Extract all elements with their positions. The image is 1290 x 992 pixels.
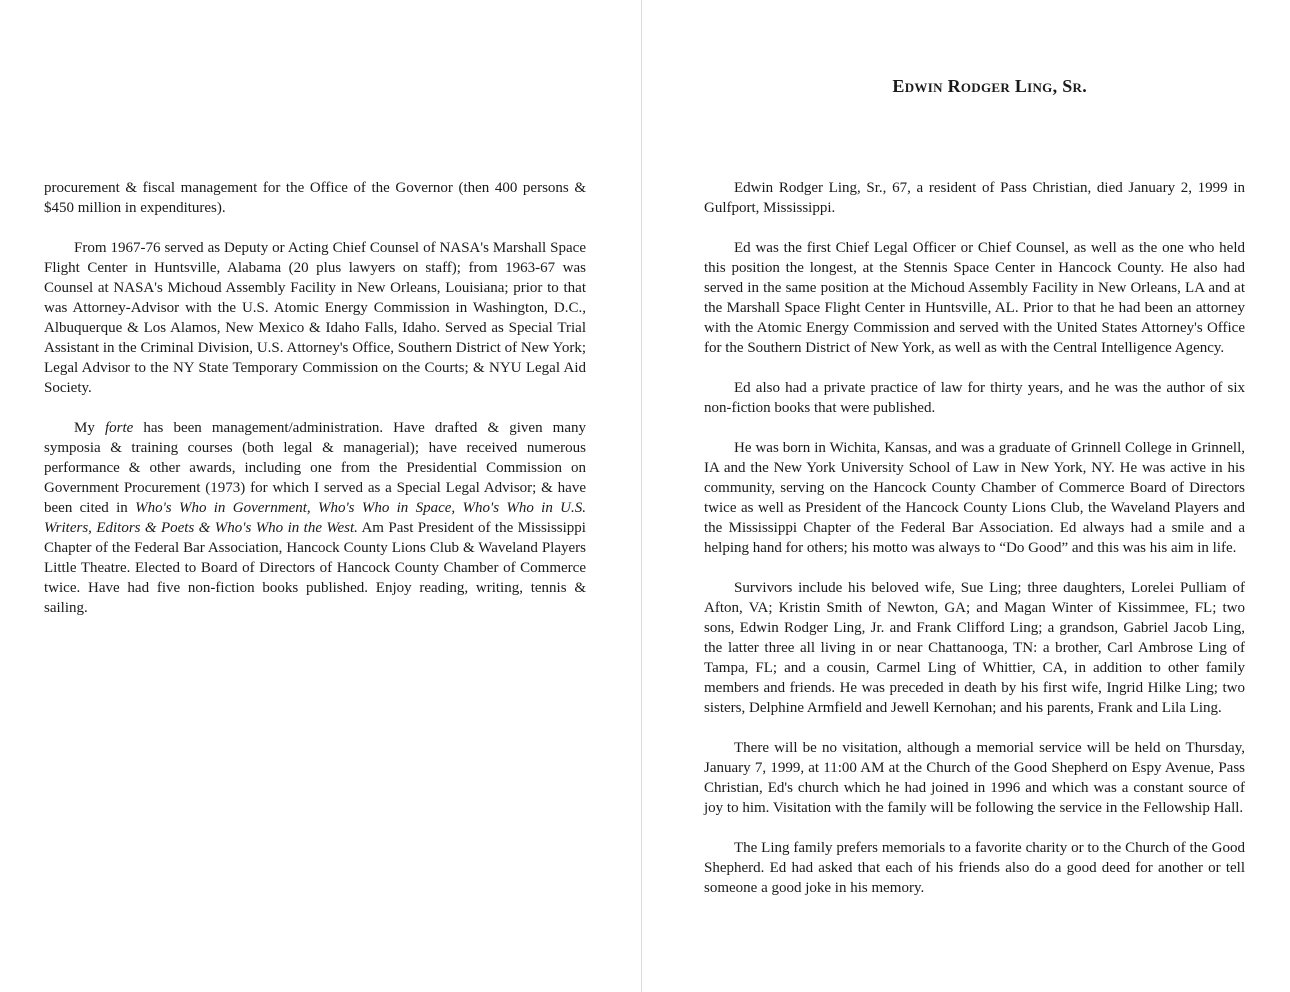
left-paragraph-3-part-1: My [74,420,105,436]
left-paragraph-2: From 1967-76 served as Deputy or Acting Chief Counsel of NASA's Marshall Space Flight Center in Huntsville, Alabama (20 plus lawyers on staff); from 1963-67 was Counsel at NASA's Michoud Assembly Facility in New Orleans, Louisiana; prior to that was Attorney-Advisor with the U.S. Atomic Energy Commission in Washington, D.C., Albuquerque & Los Alamos, New Mexico & Idaho Falls, Idaho. Served as Special Trial Assistant in the Criminal Division, U.S. Attorney's Office, Southern District of New York; Legal Advisor to the NY State Temporary Commission on the Courts; & NYU Legal Aid Society. [44,240,586,396]
right-paragraph-3: Ed also had a private practice of law for thirty years, and he was the author of six non-fiction books that were published. [704,380,1245,416]
obituary-title: Edwin Rodger Ling, Sr. [892,76,1087,96]
left-paragraph-3 [44,418,586,618]
right-paragraph-4: He was born in Wichita, Kansas, and was a graduate of Grinnell College in Grinnell, IA and the New York University School of Law in New York, NY. He was active in his community, serving on the Hancock County Chamber of Commerce Board of Directors twice as well as President of the Hancock County Lions Club, the Waveland Players and the Mississippi Chapter of the Federal Bar Association. Ed always had a smile and a helping hand for others; his motto was always to “Do Good” and this was his aim in life. [704,440,1245,556]
right-text-column [704,178,1245,918]
right-paragraph-1: Edwin Rodger Ling, Sr., 67, a resident of Pass Christian, died January 2, 1999 in Gulfport, Mississippi. [704,180,1245,216]
left-paragraph-3-whos-who-titles: Who's Who in Government, Who's Who in Space, Who's Who in U.S. Writers, Editors & Poets & Who's Who in the West. [44,500,586,536]
left-page [0,0,642,992]
left-paragraph-3-part-3: has been management/administration. Have drafted & given many symposia & training courses (both legal & managerial); have received numerous performance & other awards, including one from the Presidential Commission on Government Procurement (1973) for which I served as a Special Legal Advisor; & have been cited in [44,420,586,516]
left-paragraph-3-part-5: Am Past President of the Mississippi Chapter of the Federal Bar Association, Hancock County Lions Club & Waveland Players Little Theatre. Elected to Board of Directors of Hancock County Chamber of Commerce twice. Have had five non-fiction books published. Enjoy reading, writing, tennis & sailing. [44,520,586,616]
left-paragraph-3-forte: forte [104,420,134,436]
right-paragraph-5: Survivors include his beloved wife, Sue Ling; three daughters, Lorelei Pulliam of Afton, VA; Kristin Smith of Newton, GA; and Magan Winter of Kissimmee, FL; two sons, Edwin Rodger Ling, Jr. and Frank Clifford Ling; a grandson, Gabriel Jacob Ling, the latter three all living in or near Chattanooga, TN: a brother, Carl Ambrose Ling of Tampa, FL; and a cousin, Carmel Ling of Whittier, CA, in addition to other family members and friends. He was preceded in death by his first wife, Ingrid Hilke Ling; two sisters, Delphine Armfield and Jewell Kernohan; and his parents, Frank and Lila Ling. [704,580,1245,716]
right-paragraph-7: The Ling family prefers memorials to a favorite charity or to the Church of the Good Shepherd. Ed had asked that each of his friends also do a good deed for another or tell someone a good joke in his memory. [704,840,1245,896]
right-paragraph-2: Ed was the first Chief Legal Officer or Chief Counsel, as well as the one who held this position the longest, at the Stennis Space Center in Hancock County. He also had served in the same position at the Michoud Assembly Facility in New Orleans, LA and at the Marshall Space Flight Center in Huntsville, AL. Prior to that he had been an attorney with the Atomic Energy Commission and served with the United States Attorney's Office for the Southern District of New York, as well as with the Central Intelligence Agency. [704,240,1245,356]
left-paragraph-1: procurement & fiscal management for the Office of the Governor (then 400 persons & $450 million in expenditures). [44,180,586,216]
right-page [642,0,1290,992]
left-text-column [44,178,586,638]
right-paragraph-6: There will be no visitation, although a memorial service will be held on Thursday, January 7, 1999, at 11:00 AM at the Church of the Good Shepherd on Espy Avenue, Pass Christian, Ed's church which he had joined in 1996 and which was a constant source of joy to him. Visitation with the family will be following the service in the Fellowship Hall. [704,740,1245,816]
